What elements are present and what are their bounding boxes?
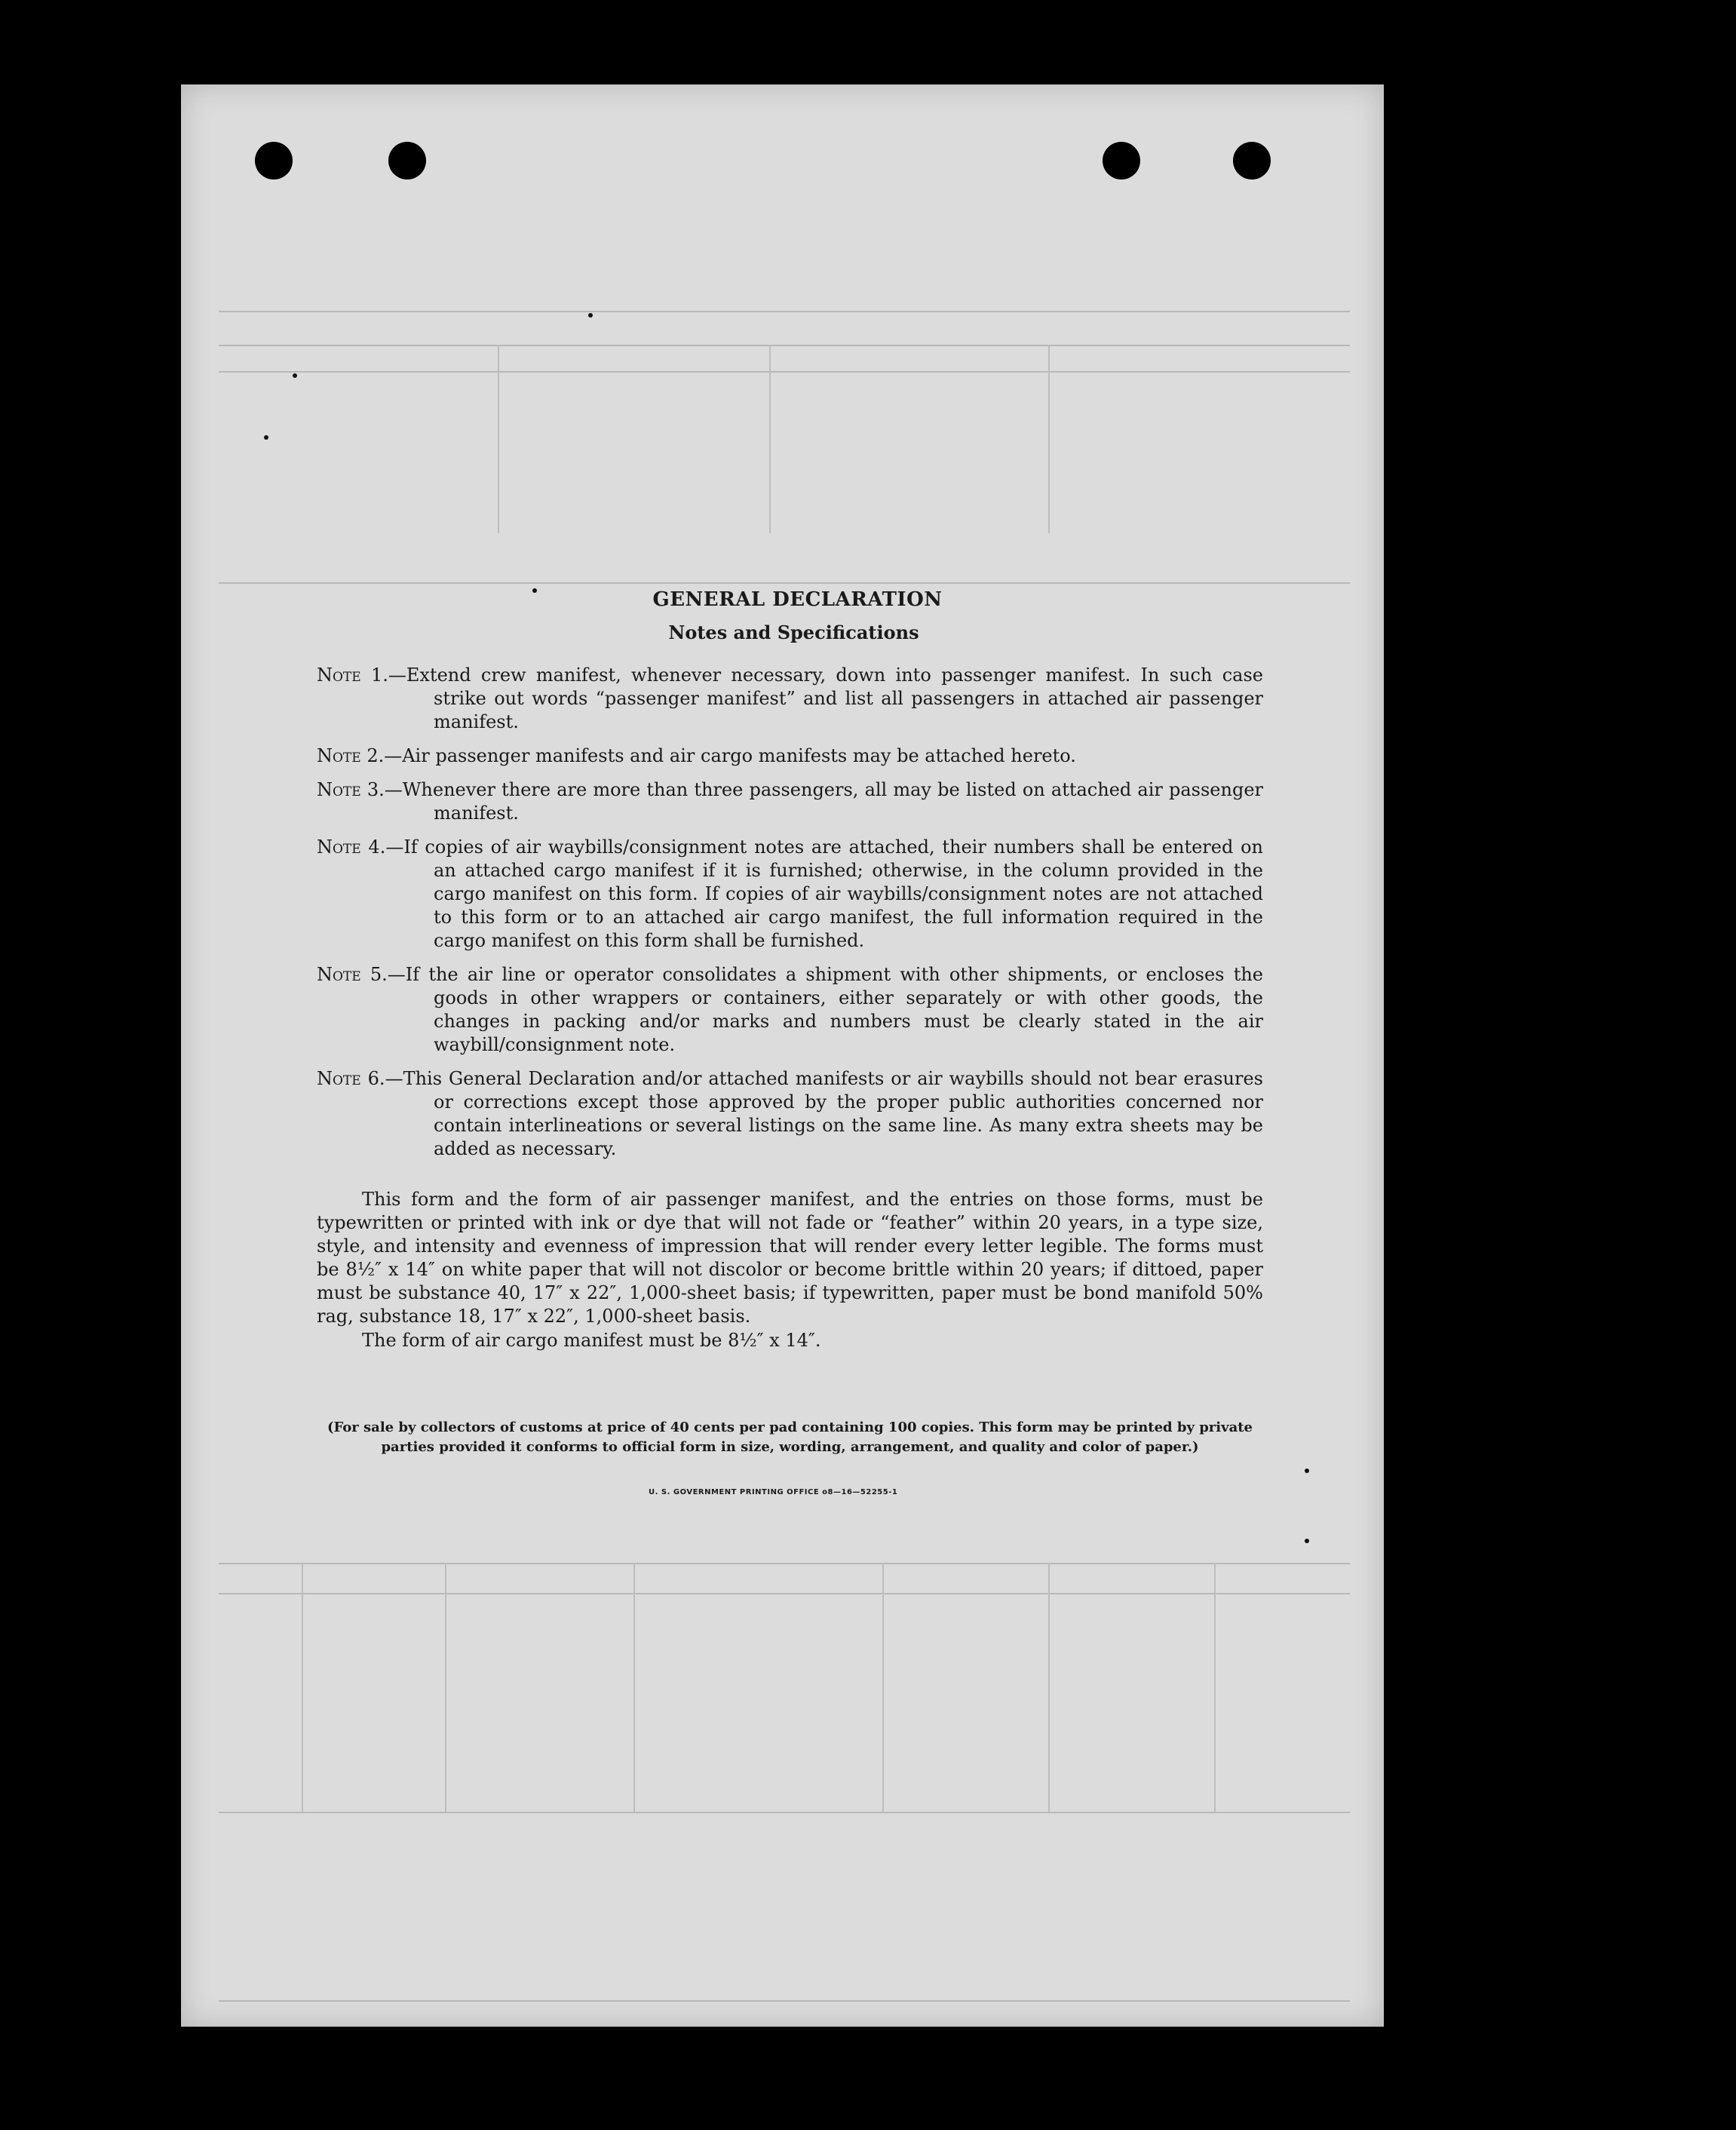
speck [293,373,297,378]
speck [588,313,593,318]
sale-notice: (For sale by collectors of customs at price of 40 cents per pad containing 100 copies. This form may be printed by private parties provided it conforms to official form in size, wording, arrangement, and quality and color of paper.) [327,1419,1253,1455]
note-label: Note 5. [317,964,388,985]
note-label: Note 3. [317,779,385,800]
cargo-manifest-size-note: The form of air cargo manifest must be 8½″ x 14″. [362,1330,821,1351]
note-label: Note 1. [317,664,388,686]
note-6 [317,1067,1263,1161]
note-text: —If copies of air waybills/consignment notes are attached, their numbers shall be entered on an attached cargo manifest if it is furnished; otherwise, in the column provided in the cargo manifest on this form. If copies of air waybills/consignment notes are not attached to this form or to an attached air cargo manifest, the full information required in the cargo manifest on this form shall be furnished. [385,836,1263,951]
note-4 [317,836,1263,953]
note-5 [317,963,1263,1057]
note-label: Note 6. [317,1068,385,1089]
note-label: Note 4. [317,836,386,858]
note-label: Note 2. [317,745,385,766]
printing-office-line: U. S. GOVERNMENT PRINTING OFFICE o8—16—52255-1 [649,1488,898,1496]
note-text: —Extend crew manifest, whenever necessary, down into passenger manifest. In such case strike out words “passenger manifest” and list all passengers in attached air passenger manifest. [388,664,1263,732]
note-text: —If the air line or operator consolidates a shipment with other shipments, or encloses the goods in other wrappers or containers, either separately or with other goods, the changes in packing and/or marks and numbers must be clearly stated in the air waybill/consignment note. [387,964,1263,1055]
speck [264,435,268,440]
note-text: —Whenever there are more than three passengers, all may be listed on attached air passenger manifest. [384,779,1264,824]
format-requirements-paragraph: This form and the form of air passenger manifest, and the entries on those forms, must be typewritten or printed with ink or dye that will not fade or “feather” within 20 years, in a type size, style, and intensity and evenness of impression that will render every letter legible. The forms must be 8½″ x 14″ on white paper that will not discolor or become brittle within 20 years; if dittoed, paper must be substance 40, 17″ x 22″, 1,000-sheet basis; if typewritten, paper must be bond manifold 50% rag, substance 18, 17″ x 22″, 1,000-sheet basis. [317,1189,1263,1327]
document-subtitle: Notes and Specifications [668,622,919,643]
speck [1305,1539,1309,1543]
note-text: —This General Declaration and/or attached manifests or air waybills should not bear erasures or corrections except those approved by the proper public authorities concerned nor contain interlineations or several listings on the same line. As many extra sheets may be added as necessary. [385,1068,1263,1159]
notes-list [317,664,1263,1171]
note-1 [317,664,1263,734]
punch-hole [388,142,426,180]
note-2 [317,744,1263,768]
punch-hole [1103,142,1140,180]
punch-hole [1233,142,1271,180]
speck [1305,1469,1309,1473]
note-3 [317,778,1263,825]
punch-hole [255,142,293,180]
document-title: GENERAL DECLARATION [652,588,943,611]
note-text: —Air passenger manifests and air cargo manifests may be attached hereto. [384,745,1076,766]
